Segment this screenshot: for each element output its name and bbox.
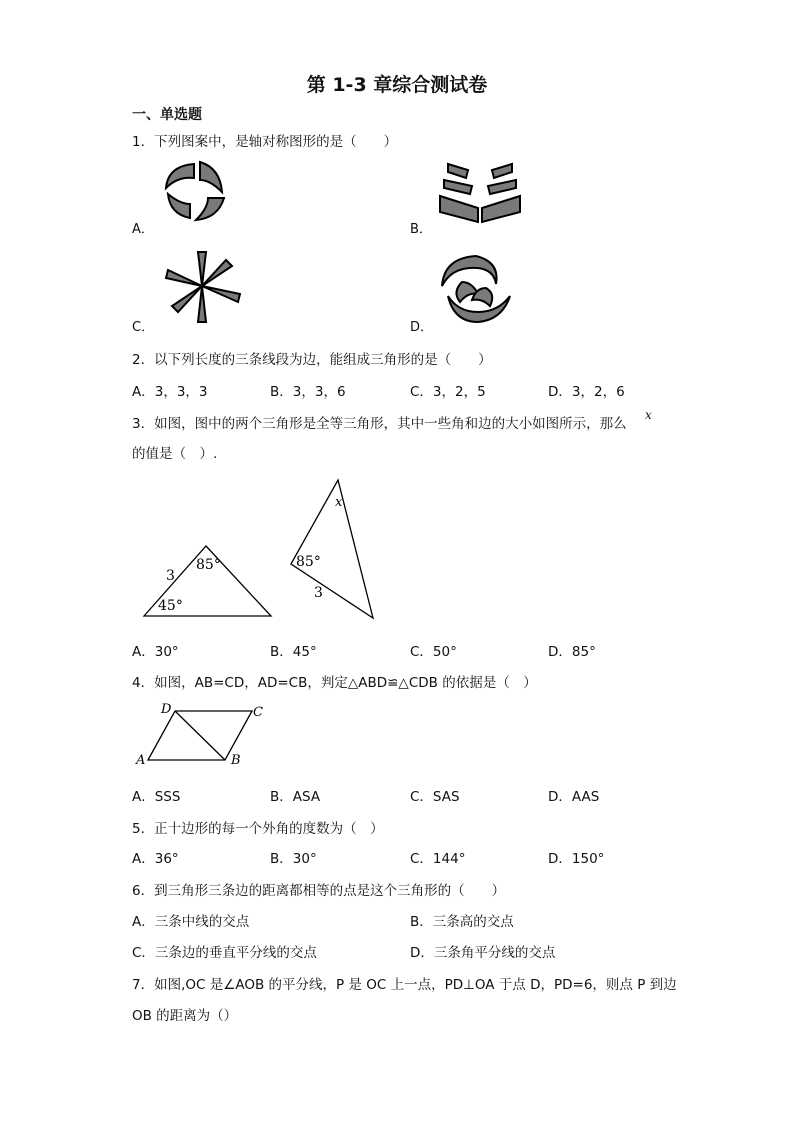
q4-vertex-d: D: [161, 702, 172, 717]
q4-option-b: B．ASA: [270, 789, 321, 805]
q3-right-side-label: 3: [314, 585, 323, 601]
q4-stem: 4．如图，AB=CD，AD=CB，判定△ABD≌△CDB 的依据是（ ）: [132, 675, 537, 691]
q5-option-d: D．150°: [548, 851, 605, 867]
q5-option-c: C．144°: [410, 851, 466, 867]
q4-option-c: C．SAS: [410, 789, 460, 805]
q4-vertex-b: B: [231, 753, 241, 768]
q4-option-d: D．AAS: [548, 789, 600, 805]
q4-parallelogram-figure: [132, 698, 272, 770]
q6-option-b: B．三条高的交点: [410, 914, 514, 930]
q6-option-a: A．三条中线的交点: [132, 914, 250, 930]
q3-right-variable: x: [335, 495, 343, 510]
q6-option-c: C．三条边的垂直平分线的交点: [132, 945, 317, 961]
q5-stem: 5．正十边形的每一个外角的度数为（ ）: [132, 821, 384, 837]
q3-triangles-figure: [138, 476, 378, 622]
q1-option-b-label: B．: [410, 222, 432, 237]
q4-option-a: A．SSS: [132, 789, 181, 805]
q3-option-a: A．30°: [132, 644, 179, 660]
q1-option-d-label: D．: [410, 320, 434, 335]
q1-option-c-label: C．: [132, 320, 155, 335]
q5-option-a: A．36°: [132, 851, 179, 867]
crescent-figure-d: [438, 252, 514, 326]
q2-option-d: D．3，2，6: [548, 384, 625, 400]
q4-vertex-c: C: [253, 705, 263, 720]
q3-stem-line1: 3．如图，图中的两个三角形是全等三角形，其中一些角和边的大小如图所示，那么: [132, 416, 627, 432]
q2-option-c: C．3，2，5: [410, 384, 486, 400]
book-leaf-figure-b: [438, 160, 522, 226]
q4-diagonal-bd: [175, 711, 225, 760]
page-title: 第 1-3 章综合测试卷: [306, 74, 488, 96]
q3-option-c: C．50°: [410, 644, 457, 660]
q7-stem-line1: 7．如图,OC 是∠AOB 的平分线，P 是 OC 上一点，PD⊥OA 于点 D，PD=6，则点 P 到边: [132, 977, 677, 993]
q2-stem: 2．以下列长度的三条线段为边，能组成三角形的是（ ）: [132, 352, 492, 368]
q3-right-angle: 85°: [296, 554, 321, 570]
q3-stem-line2: 的值是（ ）.: [132, 446, 218, 462]
q2-option-a: A．3，3，3: [132, 384, 208, 400]
q6-stem: 6．到三角形三条边的距离都相等的点是这个三角形的（ ）: [132, 883, 506, 899]
snowflake-figure-c: [162, 248, 244, 326]
q3-stem-variable: x: [645, 408, 652, 422]
q2-option-b: B．3，3，6: [270, 384, 346, 400]
q3-right-triangle: [291, 480, 373, 618]
q7-stem-line2: OB 的距离为（）: [132, 1008, 238, 1024]
q3-left-bottom-angle: 45°: [158, 598, 183, 614]
q3-option-b: B．45°: [270, 644, 317, 660]
q3-left-top-angle: 85°: [196, 557, 221, 573]
q6-option-d: D．三条角平分线的交点: [410, 945, 556, 961]
q3-left-side-label: 3: [166, 568, 175, 584]
q1-stem: 1．下列图案中，是轴对称图形的是（ ）: [132, 134, 398, 150]
section-heading: 一、单选题: [132, 107, 202, 123]
pinwheel-figure-a: [160, 158, 230, 224]
q5-option-b: B．30°: [270, 851, 317, 867]
q1-option-a-label: A．: [132, 222, 154, 237]
q4-vertex-a: A: [136, 753, 146, 768]
q3-option-d: D．85°: [548, 644, 596, 660]
